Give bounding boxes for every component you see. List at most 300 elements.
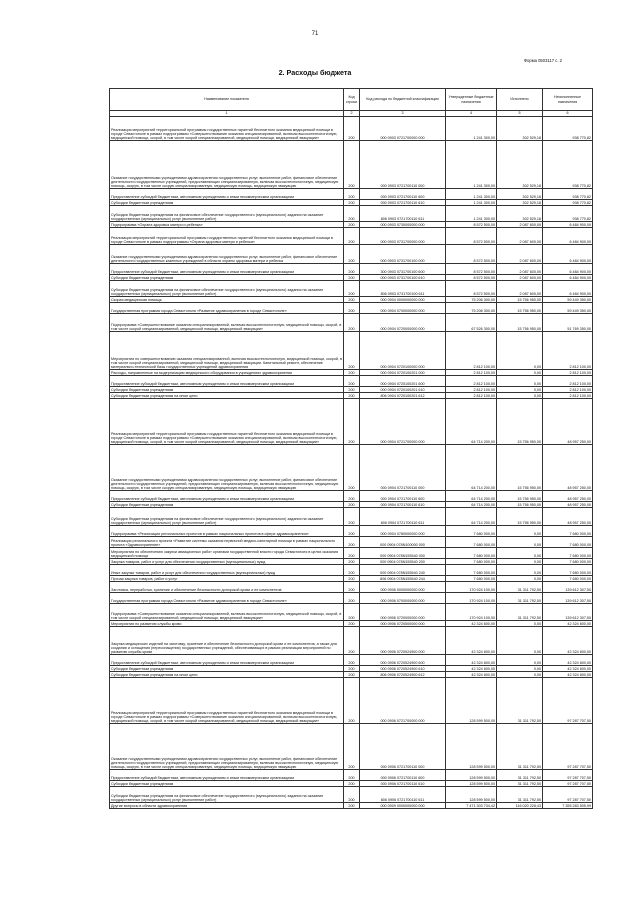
- row-approved: 1 241 300,00: [446, 206, 497, 222]
- row-budget-code: 806 0904 0720100201 612: [360, 393, 446, 399]
- table-row: [110, 228, 593, 245]
- row-unexecuted: 7 680 000,00: [543, 565, 593, 576]
- row-budget-code: 000 0904 078N155540 000: [360, 548, 446, 559]
- col-header-executed: Исполнено: [497, 89, 543, 111]
- row-budget-code: 000 0906 0720524900 600: [360, 655, 446, 666]
- row-name: Предоставление субсидий бюджетным, автономным учреждениям и иным некоммерческим организациям: [110, 770, 344, 781]
- row-budget-code: 000 0906 0721700110 600: [360, 770, 446, 781]
- table-row: [110, 526, 593, 537]
- row-unexecuted: 7 355 283 505,99: [543, 803, 593, 809]
- row-approved: 2 812 100,00: [446, 376, 497, 387]
- table-row: [110, 787, 593, 803]
- row-approved: 42 324 600,00: [446, 672, 497, 678]
- row-approved: 8 572 500,00: [446, 281, 497, 297]
- row-approved: 64 714 200,00: [446, 508, 497, 526]
- row-executed: 2 087 600,00: [497, 281, 543, 297]
- table-header-row: [110, 89, 593, 111]
- row-approved: 2 812 100,00: [446, 370, 497, 376]
- table-row: [110, 206, 593, 222]
- row-unexecuted: 2 812 100,00: [543, 393, 593, 399]
- row-budget-code: 000 0903 0730000000 000: [360, 222, 446, 228]
- row-executed: 15 756 950,00: [497, 303, 543, 314]
- row-unexecuted: 7 680 000,00: [543, 559, 593, 565]
- row-name: Субсидии бюджетным учреждениям: [110, 200, 344, 206]
- row-budget-code: 000 0906 0720524900 000: [360, 627, 446, 655]
- row-approved: 42 324 600,00: [446, 621, 497, 627]
- row-approved: 67 526 300,00: [446, 314, 497, 332]
- row-name: Оказание государственными учреждениями здравоохранения государственных услуг, выполнение работ, финансовое обеспечение деятельности государственных учреждений, предоставляющих специализированную, включая высокотехнологичную, медицинскую помощь, скорую, в том числе скорую специализированную, медицинскую помощь, медицинскую эвакуацию: [110, 445, 344, 491]
- row-executed: 15 756 950,00: [497, 491, 543, 502]
- table-row: [110, 264, 593, 275]
- row-approved: 128 599 500,00: [446, 781, 497, 787]
- row-approved: 170 924 100,00: [446, 582, 497, 593]
- row-executed: 0,00: [497, 332, 543, 370]
- row-line-code: 200: [344, 314, 360, 332]
- col-number: 6: [543, 111, 593, 117]
- col-number: 2: [344, 111, 360, 117]
- row-line-code: 200: [344, 387, 360, 393]
- row-name: Субсидии бюджетным учреждениям: [110, 502, 344, 508]
- table-row: [110, 548, 593, 559]
- row-budget-code: 000 0904 078N155540 240: [360, 565, 446, 576]
- table-row: [110, 770, 593, 781]
- row-budget-code: 000 0904 0721700000 000: [360, 399, 446, 445]
- row-approved: 170 924 100,00: [446, 593, 497, 604]
- row-approved: 7 680 000,00: [446, 565, 497, 576]
- row-unexecuted: 59 449 350,00: [543, 303, 593, 314]
- row-unexecuted: 139 612 307,50: [543, 593, 593, 604]
- row-budget-code: 806 0904 0721700110 611: [360, 508, 446, 526]
- row-executed: 0,00: [497, 548, 543, 559]
- table-row: [110, 803, 593, 809]
- row-unexecuted: 42 324 600,00: [543, 655, 593, 666]
- col-header-approved: Утвержденные бюджетные назначения: [446, 89, 497, 111]
- row-unexecuted: 2 812 100,00: [543, 332, 593, 370]
- row-name: Государственная программа города Севастополя «Развитие здравоохранения в городе Севастополе»: [110, 593, 344, 604]
- table-row: [110, 399, 593, 445]
- row-approved: 7 680 000,00: [446, 548, 497, 559]
- row-approved: 1 241 300,00: [446, 200, 497, 206]
- table-row: [110, 376, 593, 387]
- row-executed: 15 756 950,00: [497, 508, 543, 526]
- row-unexecuted: 2 812 100,00: [543, 387, 593, 393]
- col-header-unexecuted: Неисполненные назначения: [543, 89, 593, 111]
- row-unexecuted: 2 812 100,00: [543, 370, 593, 376]
- table-row: [110, 627, 593, 655]
- row-line-code: 200: [344, 189, 360, 200]
- table-row: [110, 141, 593, 189]
- row-unexecuted: 97 287 707,50: [543, 781, 593, 787]
- row-approved: 128 599 500,00: [446, 770, 497, 781]
- row-executed: 0,00: [497, 537, 543, 548]
- row-name: Государственная программа города Севастополя «Развитие здравоохранения в городе Севастополе»: [110, 303, 344, 314]
- row-line-code: 200: [344, 200, 360, 206]
- row-budget-code: 000 0903 0721700110 000: [360, 141, 446, 189]
- row-budget-code: 806 0904 078N155540 244: [360, 576, 446, 582]
- row-name: Субсидии бюджетным учреждениям на иные цели: [110, 393, 344, 399]
- row-name: Реализация мероприятий территориальной программы государственных гарантий бесплатного оказания медицинской помощи в городе Севастополе в рамках подпрограммы «Совершенствование оказания специализированной, включая высокотехнологичную, медицинской помощи, скорой, в том числе скорой специализированной, медицинской помощи, медицинской эвакуации»: [110, 399, 344, 445]
- row-unexecuted: 2 812 100,00: [543, 376, 593, 387]
- row-unexecuted: 139 612 307,50: [543, 604, 593, 621]
- row-approved: 42 324 600,00: [446, 627, 497, 655]
- row-approved: 64 714 200,00: [446, 502, 497, 508]
- row-line-code: 200: [344, 206, 360, 222]
- row-executed: 0,00: [497, 559, 543, 565]
- row-line-code: 200: [344, 724, 360, 770]
- row-approved: 7 471 303 734,42: [446, 803, 497, 809]
- row-unexecuted: 139 612 307,50: [543, 582, 593, 593]
- row-executed: 0,00: [497, 672, 543, 678]
- row-executed: 0,00: [497, 576, 543, 582]
- row-executed: 31 311 792,50: [497, 678, 543, 724]
- table-row: [110, 245, 593, 264]
- row-budget-code: 000 0904 0000000000 000: [360, 297, 446, 303]
- row-budget-code: 000 0906 0720000000 000: [360, 604, 446, 621]
- row-name: Предоставление субсидий бюджетным, автономным учреждениям и иным некоммерческим организациям: [110, 264, 344, 275]
- row-budget-code: 806 0906 0720524900 612: [360, 672, 446, 678]
- row-unexecuted: 7 680 000,00: [543, 576, 593, 582]
- table-row: [110, 445, 593, 491]
- row-executed: 0,00: [497, 655, 543, 666]
- row-executed: 2 087 600,00: [497, 264, 543, 275]
- row-unexecuted: 97 287 707,50: [543, 678, 593, 724]
- row-line-code: 200: [344, 787, 360, 803]
- row-executed: 31 311 792,50: [497, 604, 543, 621]
- row-name: Субсидии бюджетным учреждениям на финансовое обеспечение государственного (муниципального) задания на оказание государственных (муниципальных) услуг (выполнение работ): [110, 281, 344, 297]
- row-line-code: 200: [344, 297, 360, 303]
- row-line-code: 200: [344, 537, 360, 548]
- row-budget-code: 000 0909 0000000000 000: [360, 803, 446, 809]
- table-row: [110, 303, 593, 314]
- row-line-code: 200: [344, 604, 360, 621]
- row-name: Подпрограмма «Совершенствование оказания специализированной, включая высокотехнологичную, медицинской помощи, скорой, в том числе скорой специализированной, медицинской помощи, медицинской эвакуации»: [110, 604, 344, 621]
- row-approved: 170 924 100,00: [446, 604, 497, 621]
- row-line-code: 200: [344, 655, 360, 666]
- row-line-code: 200: [344, 502, 360, 508]
- row-line-code: 200: [344, 228, 360, 245]
- row-line-code: 200: [344, 264, 360, 275]
- row-executed: 0,00: [497, 526, 543, 537]
- row-line-code: 200: [344, 393, 360, 399]
- row-name: Предоставление субсидий бюджетным, автономным учреждениям и иным некоммерческим организациям: [110, 491, 344, 502]
- row-line-code: 200: [344, 445, 360, 491]
- table-row: [110, 537, 593, 548]
- row-name: Мероприятия по обеспечению закупки авиационных работ органами государственной власти города Севастополя в целях оказания медицинской помощи: [110, 548, 344, 559]
- row-unexecuted: 48 957 250,00: [543, 508, 593, 526]
- row-unexecuted: 42 324 600,00: [543, 627, 593, 655]
- row-line-code: 200: [344, 370, 360, 376]
- row-name: Предоставление субсидий бюджетным, автономным учреждениям и иным некоммерческим организациям: [110, 655, 344, 666]
- row-budget-code: 000 0904 0720100201 610: [360, 387, 446, 393]
- col-number: 1: [110, 111, 344, 117]
- row-line-code: 200: [344, 141, 360, 189]
- row-unexecuted: 938 770,82: [543, 117, 593, 141]
- row-approved: 8 572 500,00: [446, 222, 497, 228]
- row-executed: 116 020 228,43: [497, 803, 543, 809]
- row-executed: 15 756 950,00: [497, 445, 543, 491]
- row-line-code: 200: [344, 491, 360, 502]
- row-name: Оказание государственными учреждениями здравоохранения государственных услуг, выполнение работ, финансовое обеспечение деятельности государственных учреждений, предоставляющих специализированную, включая высокотехнологичную, медицинскую помощь, скорую, в том числе скорую специализированную, медицинскую помощь, медицинскую эвакуацию: [110, 141, 344, 189]
- row-approved: 128 599 500,00: [446, 678, 497, 724]
- row-name: Скорая медицинская помощь: [110, 297, 344, 303]
- row-executed: 302 529,18: [497, 117, 543, 141]
- row-unexecuted: 7 680 000,00: [543, 526, 593, 537]
- row-executed: 2 087 600,00: [497, 222, 543, 228]
- row-executed: 302 529,18: [497, 206, 543, 222]
- row-line-code: 200: [344, 117, 360, 141]
- table-row: [110, 332, 593, 370]
- row-unexecuted: 42 324 600,00: [543, 666, 593, 672]
- row-approved: 7 680 000,00: [446, 537, 497, 548]
- row-executed: 302 529,18: [497, 200, 543, 206]
- row-unexecuted: 97 287 707,50: [543, 770, 593, 781]
- row-executed: 15 756 950,00: [497, 314, 543, 332]
- col-number: 4: [446, 111, 497, 117]
- row-name: Субсидии бюджетным учреждениям: [110, 387, 344, 393]
- expenses-table: [109, 88, 593, 809]
- row-approved: 7 680 000,00: [446, 576, 497, 582]
- row-line-code: 200: [344, 559, 360, 565]
- row-executed: 31 311 792,50: [497, 593, 543, 604]
- row-approved: 8 572 500,00: [446, 245, 497, 264]
- row-name: Прочая закупка товаров, работ и услуг: [110, 576, 344, 582]
- row-executed: 31 311 792,50: [497, 787, 543, 803]
- row-name: Иные закупки товаров, работ и услуг для обеспечения государственных (муниципальных) нужд: [110, 565, 344, 576]
- row-unexecuted: 48 957 250,00: [543, 491, 593, 502]
- row-unexecuted: 48 957 250,00: [543, 399, 593, 445]
- row-executed: 15 756 950,00: [497, 502, 543, 508]
- row-name: Реализация регионального проекта «Развитие системы оказания первичной медико-санитарной помощи в рамках национального проекта «Здравоохранение»: [110, 537, 344, 548]
- table-row: [110, 565, 593, 576]
- row-budget-code: 000 0906 0700000000 000: [360, 593, 446, 604]
- row-line-code: 200: [344, 245, 360, 264]
- table-row: [110, 582, 593, 593]
- row-approved: 75 206 300,00: [446, 297, 497, 303]
- row-name: Предоставление субсидий бюджетным, автономным учреждениям и иным некоммерческим организациям: [110, 189, 344, 200]
- row-budget-code: 000 0904 0720100000 000: [360, 332, 446, 370]
- row-name: Субсидии бюджетным учреждениям: [110, 781, 344, 787]
- row-budget-code: 000 0904 0700000000 000: [360, 303, 446, 314]
- row-unexecuted: 938 770,82: [543, 189, 593, 200]
- row-budget-code: 000 0903 0731700000 000: [360, 228, 446, 245]
- row-approved: 1 241 300,00: [446, 117, 497, 141]
- row-approved: 64 714 200,00: [446, 399, 497, 445]
- row-budget-code: 000 0906 0000000000 000: [360, 582, 446, 593]
- row-approved: 7 680 000,00: [446, 526, 497, 537]
- row-name: Субсидии бюджетным учреждениям на финансовое обеспечение государственного (муниципального) задания на оказание государственных (муниципальных) услуг (выполнение работ): [110, 787, 344, 803]
- row-unexecuted: 938 770,82: [543, 141, 593, 189]
- row-budget-code: 300 0903 0731700100 600: [360, 264, 446, 275]
- col-number: 5: [497, 111, 543, 117]
- row-executed: 0,00: [497, 387, 543, 393]
- table-row: [110, 491, 593, 502]
- row-name: Заготовка, переработка, хранение и обеспечение безопасности донорской крови и ее компонентов: [110, 582, 344, 593]
- row-approved: 64 714 200,00: [446, 491, 497, 502]
- row-name: Субсидии бюджетным учреждениям на иные цели: [110, 672, 344, 678]
- row-line-code: 200: [344, 770, 360, 781]
- row-unexecuted: 938 770,82: [543, 200, 593, 206]
- row-name: Подпрограмма «Совершенствование оказания специализированной, включая высокотехнологичную, медицинской помощи, скорой, в том числе скорой специализированной, медицинской помощи, медицинской эвакуации»: [110, 314, 344, 332]
- table-row: [110, 604, 593, 621]
- row-approved: 42 324 600,00: [446, 666, 497, 672]
- col-header-name: Наименование показателя: [110, 89, 344, 111]
- row-executed: 0,00: [497, 376, 543, 387]
- row-line-code: 200: [344, 399, 360, 445]
- table-row: [110, 508, 593, 526]
- col-header-line-code: Код строки: [344, 89, 360, 111]
- row-executed: 0,00: [497, 621, 543, 627]
- row-budget-code: 000 0904 0720100201 000: [360, 370, 446, 376]
- row-budget-code: 000 0903 0731700100 000: [360, 245, 446, 264]
- row-line-code: 200: [344, 576, 360, 582]
- table-body: [110, 117, 593, 809]
- row-budget-code: 000 0906 0720524900 610: [360, 666, 446, 672]
- row-name: Оказание государственными учреждениями здравоохранения государственных услуг, выполнение работ, финансовое обеспечение деятельности государственных казенных учреждений в области охраны здоровья матери и ребенка: [110, 245, 344, 264]
- row-approved: 2 812 100,00: [446, 393, 497, 399]
- row-approved: 1 241 300,00: [446, 141, 497, 189]
- row-unexecuted: 42 324 600,00: [543, 621, 593, 627]
- table-row: [110, 222, 593, 228]
- row-line-code: 200: [344, 593, 360, 604]
- row-budget-code: 000 0904 078N155540 200: [360, 559, 446, 565]
- col-header-budget-code: Код расхода по бюджетной классификации: [360, 89, 446, 111]
- row-approved: 1 241 300,00: [446, 189, 497, 200]
- row-unexecuted: 59 449 350,00: [543, 297, 593, 303]
- row-line-code: 200: [344, 222, 360, 228]
- row-approved: 2 812 100,00: [446, 332, 497, 370]
- row-line-code: 200: [344, 678, 360, 724]
- form-label: Форма 0503117 с. 2: [523, 58, 562, 63]
- row-line-code: 200: [344, 781, 360, 787]
- row-approved: 8 572 500,00: [446, 228, 497, 245]
- row-line-code: 200: [344, 526, 360, 537]
- row-unexecuted: 6 484 900,00: [543, 281, 593, 297]
- row-name: Субсидии бюджетным учреждениям: [110, 666, 344, 672]
- row-executed: 31 311 792,50: [497, 770, 543, 781]
- row-budget-code: 000 0904 078N100000 000: [360, 537, 446, 548]
- table-row: [110, 724, 593, 770]
- row-name: Расходы, направленные на модернизацию медицинского оборудования в учреждениях здравоохранения: [110, 370, 344, 376]
- row-line-code: 200: [344, 332, 360, 370]
- row-line-code: 200: [344, 508, 360, 526]
- row-executed: 302 529,18: [497, 189, 543, 200]
- row-unexecuted: 48 957 250,00: [543, 445, 593, 491]
- row-line-code: 200: [344, 672, 360, 678]
- row-unexecuted: 48 957 250,00: [543, 502, 593, 508]
- row-unexecuted: 938 770,82: [543, 206, 593, 222]
- table-row: [110, 281, 593, 297]
- row-budget-code: 000 0903 0721700110 600: [360, 189, 446, 200]
- table-row: [110, 678, 593, 724]
- row-approved: 2 812 100,00: [446, 387, 497, 393]
- row-executed: 15 756 950,00: [497, 297, 543, 303]
- col-number: 3: [360, 111, 446, 117]
- row-unexecuted: 42 324 600,00: [543, 672, 593, 678]
- row-budget-code: 000 0904 0721700110 000: [360, 445, 446, 491]
- row-budget-code: 000 0903 0721700110 610: [360, 200, 446, 206]
- row-unexecuted: 6 484 900,00: [543, 222, 593, 228]
- row-unexecuted: 7 680 000,00: [543, 548, 593, 559]
- row-unexecuted: 7 680 000,00: [543, 537, 593, 548]
- row-budget-code: 806 0903 0731700100 611: [360, 281, 446, 297]
- row-executed: 31 311 792,50: [497, 724, 543, 770]
- row-approved: 8 572 500,00: [446, 275, 497, 281]
- row-name: Другие вопросы в области здравоохранения: [110, 803, 344, 809]
- row-unexecuted: 6 484 900,00: [543, 245, 593, 264]
- row-line-code: 200: [344, 548, 360, 559]
- row-budget-code: 000 0904 0721700110 610: [360, 502, 446, 508]
- row-approved: 75 206 300,00: [446, 303, 497, 314]
- row-name: Закупка медицинских изделий на заготовку, хранение и обеспечение безопасности донорской крови и ее компонентов, а также для создания и оснащения (переоснащения) государственных учреждений, обеспечивающих в рамках реализации мероприятий по развитию службы крови: [110, 627, 344, 655]
- row-approved: 128 599 500,00: [446, 724, 497, 770]
- row-name: Субсидии бюджетным учреждениям: [110, 275, 344, 281]
- row-executed: 0,00: [497, 627, 543, 655]
- row-unexecuted: 97 287 707,50: [543, 724, 593, 770]
- row-executed: 31 311 792,50: [497, 781, 543, 787]
- row-budget-code: 000 0904 0720100201 600: [360, 376, 446, 387]
- row-executed: 31 311 792,50: [497, 582, 543, 593]
- table-row: [110, 189, 593, 200]
- row-budget-code: 000 0903 0721700000 000: [360, 117, 446, 141]
- row-name: Оказание государственными учреждениями здравоохранения государственных услуг, выполнение работ, финансовое обеспечение деятельности государственных учреждений, предоставляющих специализированную, включая высокотехнологичную, медицинскую помощь, скорую, в том числе скорую специализированную, медицинскую помощь, медицинскую эвакуацию: [110, 724, 344, 770]
- row-unexecuted: 97 287 707,50: [543, 787, 593, 803]
- row-name: Закупка товаров, работ и услуг для обеспечения государственных (муниципальных) нужд: [110, 559, 344, 565]
- row-line-code: 200: [344, 666, 360, 672]
- row-executed: 0,00: [497, 666, 543, 672]
- row-name: Подпрограмма «Охрана здоровья матери и ребенка»: [110, 222, 344, 228]
- row-budget-code: 000 0903 0731700100 610: [360, 275, 446, 281]
- row-unexecuted: 6 484 900,00: [543, 264, 593, 275]
- row-executed: 302 529,18: [497, 141, 543, 189]
- row-line-code: 200: [344, 303, 360, 314]
- table-row: [110, 593, 593, 604]
- row-line-code: 200: [344, 621, 360, 627]
- row-budget-code: 000 0904 0720000000 000: [360, 314, 446, 332]
- row-executed: 2 087 600,00: [497, 245, 543, 264]
- row-line-code: 200: [344, 582, 360, 593]
- row-name: Реализация мероприятий территориальной программы государственных гарантий бесплатного оказания медицинской помощи в городе Севастополе в рамках подпрограммы «Совершенствование оказания специализированной, включая высокотехнологичную, медицинской помощи, скорой, в том числе скорой специализированной, медицинской помощи, медицинской эвакуации»: [110, 678, 344, 724]
- row-name: Реализация мероприятий территориальной программы государственных гарантий бесплатного оказания медицинской помощи в городе Севастополе в рамках подпрограммы «Совершенствование оказания специализированной, включая высокотехнологичную, медицинской помощи, скорой, в том числе скорой специализированной, медицинской помощи, медицинской эвакуации»: [110, 117, 344, 141]
- table-row: [110, 314, 593, 332]
- row-approved: 7 680 000,00: [446, 559, 497, 565]
- row-name: Мероприятия по развитию службы крови: [110, 621, 344, 627]
- row-line-code: 200: [344, 803, 360, 809]
- row-approved: 8 572 500,00: [446, 264, 497, 275]
- row-budget-code: 000 0906 0720500000 000: [360, 621, 446, 627]
- row-approved: 42 324 600,00: [446, 655, 497, 666]
- row-name: Предоставление субсидий бюджетным, автономным учреждениям и иным некоммерческим организациям: [110, 376, 344, 387]
- row-name: Субсидии бюджетным учреждениям на финансовое обеспечение государственного (муниципального) задания на оказание государственных (муниципальных) услуг (выполнение работ): [110, 508, 344, 526]
- row-approved: 64 714 200,00: [446, 445, 497, 491]
- row-budget-code: 806 0903 0721700110 611: [360, 206, 446, 222]
- row-unexecuted: 6 484 900,00: [543, 228, 593, 245]
- row-executed: 0,00: [497, 393, 543, 399]
- row-approved: 128 599 500,00: [446, 787, 497, 803]
- page-number: 71: [311, 31, 319, 37]
- row-budget-code: 000 0906 0721700110 000: [360, 724, 446, 770]
- row-line-code: 200: [344, 275, 360, 281]
- table-row: [110, 655, 593, 666]
- row-budget-code: 000 0904 0721700110 600: [360, 491, 446, 502]
- row-name: Субсидии бюджетным учреждениям на финансовое обеспечение государственного (муниципального) задания на оказание государственных (муниципальных) услуг (выполнение работ): [110, 206, 344, 222]
- row-executed: 2 087 600,00: [497, 275, 543, 281]
- row-executed: 15 756 950,00: [497, 399, 543, 445]
- row-line-code: 200: [344, 281, 360, 297]
- row-line-code: 200: [344, 565, 360, 576]
- table-row: [110, 117, 593, 141]
- row-budget-code: 000 0904 0780000000 000: [360, 526, 446, 537]
- row-unexecuted: 51 769 350,00: [543, 314, 593, 332]
